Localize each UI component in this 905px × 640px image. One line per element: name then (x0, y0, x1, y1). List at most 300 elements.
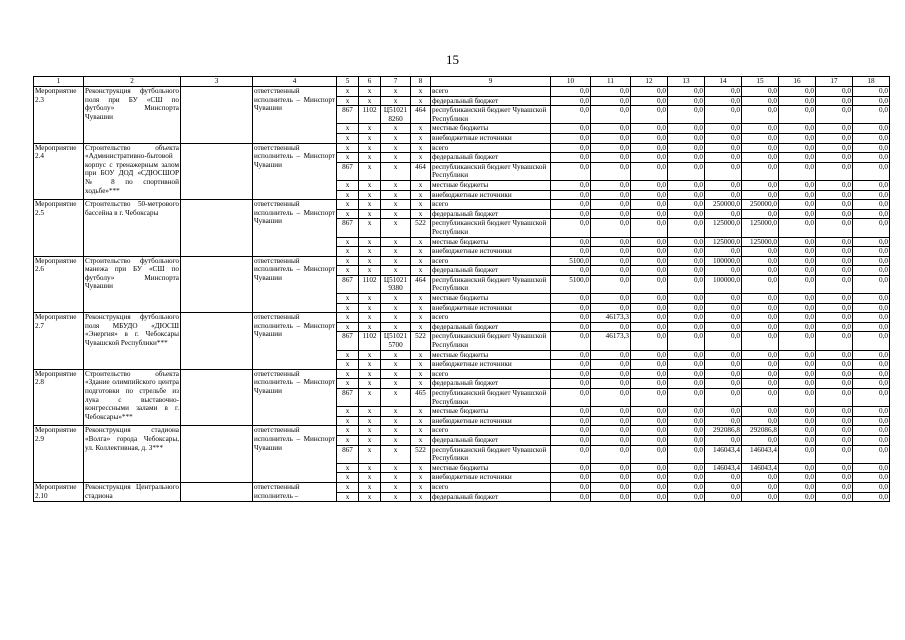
empty-cell (181, 256, 253, 313)
measure-description: Строительство 50-метрового бассейна в г. Чебоксары (84, 200, 181, 257)
responsible-executor: ответственный исполнитель – Минспорт Чувашии (253, 426, 337, 483)
code-cell: x (381, 209, 411, 219)
code-cell: x (337, 379, 359, 389)
amount-cell: 0,0 (631, 200, 668, 210)
code-cell: 867 (337, 445, 359, 463)
amount-cell: 0,0 (816, 133, 853, 143)
amount-cell: 0,0 (816, 162, 853, 180)
amount-cell: 0,0 (551, 389, 591, 407)
empty-cell (181, 369, 253, 426)
amount-cell: 0,0 (816, 96, 853, 106)
measure-description: Реконструкция футбольного поля МБУДО «ДЮСШ «Энергия» в г. Чебоксары Чувашской Республики*** (84, 313, 181, 370)
amount-cell: 0,0 (668, 350, 705, 360)
amount-cell: 0,0 (551, 313, 591, 323)
amount-cell: 0,0 (591, 87, 631, 97)
code-cell: x (337, 96, 359, 106)
code-cell: x (337, 360, 359, 370)
amount-cell: 0,0 (591, 266, 631, 276)
amount-cell: 0,0 (668, 247, 705, 257)
amount-cell: 0,0 (816, 294, 853, 304)
amount-cell: 0,0 (853, 247, 890, 257)
amount-cell: 0,0 (631, 473, 668, 483)
funding-source: внебюджетные источники (431, 190, 551, 200)
amount-cell: 0,0 (591, 379, 631, 389)
amount-cell: 0,0 (816, 143, 853, 153)
amount-cell: 0,0 (551, 360, 591, 370)
amount-cell: 0,0 (705, 322, 742, 332)
column-number: 4 (253, 77, 337, 87)
amount-cell: 0,0 (779, 190, 816, 200)
funding-source: всего (431, 256, 551, 266)
amount-cell: 0,0 (668, 303, 705, 313)
amount-cell: 0,0 (816, 87, 853, 97)
amount-cell: 0,0 (705, 266, 742, 276)
code-cell: 522 (411, 445, 431, 463)
amount-cell: 0,0 (551, 153, 591, 163)
amount-cell: 0,0 (631, 219, 668, 237)
amount-cell: 0,0 (551, 445, 591, 463)
amount-cell: 0,0 (742, 303, 779, 313)
code-cell: 867 (337, 332, 359, 350)
amount-cell: 0,0 (742, 350, 779, 360)
amount-cell: 0,0 (779, 350, 816, 360)
amount-cell: 0,0 (631, 294, 668, 304)
amount-cell: 0,0 (853, 445, 890, 463)
code-cell: x (411, 322, 431, 332)
measure-description: Реконструкция футбольного поля при БУ «СШ по футболу» Минспорта Чувашии (84, 87, 181, 144)
amount-cell: 0,0 (742, 190, 779, 200)
amount-cell: 0,0 (551, 237, 591, 247)
code-cell: x (359, 124, 381, 134)
code-cell: x (359, 162, 381, 180)
amount-cell: 0,0 (779, 322, 816, 332)
code-cell: x (381, 369, 411, 379)
amount-cell: 0,0 (551, 133, 591, 143)
amount-cell: 0,0 (742, 143, 779, 153)
code-cell: x (411, 87, 431, 97)
amount-cell: 0,0 (853, 294, 890, 304)
amount-cell: 0,0 (742, 313, 779, 323)
measure-name: Мероприятие 2.9 (34, 426, 84, 483)
amount-cell: 0,0 (816, 247, 853, 257)
code-cell: x (411, 435, 431, 445)
amount-cell: 0,0 (779, 332, 816, 350)
code-cell: x (359, 322, 381, 332)
code-cell: x (337, 303, 359, 313)
amount-cell: 0,0 (853, 200, 890, 210)
amount-cell: 0,0 (779, 445, 816, 463)
amount-cell: 0,0 (631, 360, 668, 370)
code-cell: x (411, 237, 431, 247)
amount-cell: 0,0 (816, 266, 853, 276)
code-cell: x (359, 482, 381, 492)
column-number: 14 (705, 77, 742, 87)
amount-cell: 0,0 (551, 162, 591, 180)
amount-cell: 0,0 (551, 124, 591, 134)
amount-cell: 0,0 (591, 426, 631, 436)
amount-cell: 0,0 (631, 482, 668, 492)
amount-cell: 0,0 (631, 332, 668, 350)
amount-cell: 0,0 (551, 322, 591, 332)
funding-source: федеральный бюджет (431, 153, 551, 163)
amount-cell: 0,0 (742, 322, 779, 332)
amount-cell: 0,0 (705, 209, 742, 219)
amount-cell: 0,0 (591, 237, 631, 247)
amount-cell: 0,0 (742, 106, 779, 124)
code-cell: Ц51021 5700 (381, 332, 411, 350)
amount-cell: 0,0 (742, 124, 779, 134)
amount-cell: 0,0 (631, 379, 668, 389)
responsible-executor: ответственный исполнитель – Минспорт Чувашии (253, 313, 337, 370)
code-cell: x (337, 416, 359, 426)
amount-cell: 0,0 (779, 219, 816, 237)
column-number: 16 (779, 77, 816, 87)
amount-cell: 0,0 (551, 350, 591, 360)
column-number: 13 (668, 77, 705, 87)
amount-cell: 0,0 (705, 96, 742, 106)
amount-cell: 0,0 (742, 294, 779, 304)
table-row (34, 87, 890, 97)
code-cell: x (337, 133, 359, 143)
amount-cell: 0,0 (816, 482, 853, 492)
funding-source: внебюджетные источники (431, 133, 551, 143)
amount-cell: 0,0 (631, 369, 668, 379)
amount-cell: 0,0 (705, 350, 742, 360)
code-cell: x (359, 389, 381, 407)
amount-cell: 0,0 (742, 407, 779, 417)
amount-cell: 0,0 (853, 162, 890, 180)
amount-cell: 0,0 (591, 219, 631, 237)
table-row (34, 369, 890, 379)
amount-cell: 0,0 (779, 473, 816, 483)
amount-cell: 5100,0 (551, 275, 591, 293)
amount-cell: 0,0 (742, 162, 779, 180)
code-cell: x (411, 482, 431, 492)
amount-cell: 0,0 (705, 332, 742, 350)
amount-cell: 125000,0 (705, 219, 742, 237)
column-number: 6 (359, 77, 381, 87)
funding-source: местные бюджеты (431, 463, 551, 473)
funding-source: внебюджетные источники (431, 416, 551, 426)
amount-cell: 0,0 (591, 96, 631, 106)
amount-cell: 0,0 (816, 124, 853, 134)
funding-source: федеральный бюджет (431, 266, 551, 276)
amount-cell: 0,0 (631, 322, 668, 332)
amount-cell: 0,0 (668, 87, 705, 97)
amount-cell: 0,0 (668, 153, 705, 163)
funding-source: федеральный бюджет (431, 96, 551, 106)
amount-cell: 0,0 (551, 416, 591, 426)
code-cell: x (359, 256, 381, 266)
responsible-executor: ответственный исполнитель – (253, 482, 337, 501)
amount-cell: 0,0 (668, 407, 705, 417)
amount-cell: 100000,0 (705, 256, 742, 266)
amount-cell: 0,0 (591, 492, 631, 502)
code-cell: 464 (411, 162, 431, 180)
funding-source: местные бюджеты (431, 407, 551, 417)
code-cell: x (381, 350, 411, 360)
amount-cell: 0,0 (668, 416, 705, 426)
amount-cell: 46173,3 (591, 313, 631, 323)
empty-cell (181, 200, 253, 257)
amount-cell: 0,0 (705, 303, 742, 313)
code-cell: 464 (411, 106, 431, 124)
amount-cell: 0,0 (591, 200, 631, 210)
code-cell: x (337, 143, 359, 153)
code-cell: 867 (337, 219, 359, 237)
code-cell: 867 (337, 162, 359, 180)
amount-cell: 250000,0 (742, 200, 779, 210)
code-cell: x (359, 303, 381, 313)
amount-cell: 0,0 (816, 350, 853, 360)
amount-cell: 292086,8 (742, 426, 779, 436)
measure-name: Мероприятие 2.8 (34, 369, 84, 426)
amount-cell: 0,0 (779, 389, 816, 407)
amount-cell: 0,0 (631, 106, 668, 124)
amount-cell: 0,0 (853, 219, 890, 237)
responsible-executor: ответственный исполнитель – Минспорт Чувашии (253, 369, 337, 426)
amount-cell: 0,0 (591, 247, 631, 257)
amount-cell: 0,0 (853, 407, 890, 417)
code-cell: x (411, 313, 431, 323)
amount-cell: 0,0 (853, 87, 890, 97)
amount-cell: 0,0 (705, 124, 742, 134)
amount-cell: 0,0 (779, 416, 816, 426)
code-cell: x (359, 445, 381, 463)
amount-cell: 0,0 (816, 445, 853, 463)
code-cell: x (381, 482, 411, 492)
amount-cell: 0,0 (631, 266, 668, 276)
amount-cell: 0,0 (631, 463, 668, 473)
responsible-executor: ответственный исполнитель – Минспорт Чувашии (253, 87, 337, 144)
code-cell: 464 (411, 275, 431, 293)
amount-cell: 0,0 (705, 435, 742, 445)
amount-cell: 0,0 (668, 322, 705, 332)
amount-cell: 0,0 (779, 463, 816, 473)
amount-cell: 0,0 (591, 416, 631, 426)
amount-cell: 0,0 (551, 209, 591, 219)
code-cell: x (359, 294, 381, 304)
code-cell: x (359, 96, 381, 106)
code-cell: x (381, 96, 411, 106)
code-cell: x (381, 143, 411, 153)
code-cell: x (411, 180, 431, 190)
amount-cell: 0,0 (742, 247, 779, 257)
code-cell: x (411, 473, 431, 483)
amount-cell: 0,0 (779, 200, 816, 210)
code-cell: x (337, 256, 359, 266)
funding-source: всего (431, 87, 551, 97)
code-cell: x (381, 153, 411, 163)
amount-cell: 0,0 (668, 463, 705, 473)
amount-cell: 0,0 (779, 209, 816, 219)
amount-cell: 0,0 (779, 313, 816, 323)
amount-cell: 0,0 (779, 294, 816, 304)
responsible-executor: ответственный исполнитель – Минспорт Чувашии (253, 256, 337, 313)
amount-cell: 0,0 (631, 435, 668, 445)
amount-cell: 0,0 (631, 180, 668, 190)
amount-cell: 0,0 (853, 492, 890, 502)
empty-cell (181, 87, 253, 144)
amount-cell: 0,0 (853, 322, 890, 332)
amount-cell: 0,0 (551, 379, 591, 389)
table-row (34, 256, 890, 266)
code-cell: x (359, 237, 381, 247)
amount-cell: 0,0 (551, 463, 591, 473)
funding-source: федеральный бюджет (431, 435, 551, 445)
funding-source: республиканский бюджет Чувашской Республики (431, 106, 551, 124)
amount-cell: 0,0 (742, 209, 779, 219)
amount-cell: 0,0 (816, 153, 853, 163)
amount-cell: 0,0 (591, 482, 631, 492)
amount-cell: 0,0 (816, 473, 853, 483)
code-cell: x (359, 379, 381, 389)
code-cell: x (411, 360, 431, 370)
amount-cell: 0,0 (779, 275, 816, 293)
responsible-executor: ответственный исполнитель – Минспорт Чувашии (253, 143, 337, 200)
amount-cell: 0,0 (668, 106, 705, 124)
amount-cell: 0,0 (591, 143, 631, 153)
amount-cell: 125000,0 (742, 219, 779, 237)
amount-cell: 0,0 (816, 313, 853, 323)
amount-cell: 0,0 (779, 106, 816, 124)
amount-cell: 0,0 (779, 407, 816, 417)
code-cell: x (411, 256, 431, 266)
code-cell: x (381, 360, 411, 370)
code-cell: x (337, 350, 359, 360)
code-cell: x (381, 87, 411, 97)
measure-description: Реконструкция Центрального стадиона (84, 482, 181, 501)
amount-cell: 0,0 (705, 416, 742, 426)
code-cell: x (359, 473, 381, 483)
measure-description: Строительство футбольного манежа при БУ «СШ по футболу» Минспорта Чувашии (84, 256, 181, 313)
code-cell: x (411, 190, 431, 200)
amount-cell: 0,0 (631, 303, 668, 313)
amount-cell: 0,0 (668, 369, 705, 379)
amount-cell: 0,0 (853, 124, 890, 134)
amount-cell: 0,0 (591, 473, 631, 483)
amount-cell: 0,0 (631, 445, 668, 463)
amount-cell: 0,0 (705, 133, 742, 143)
amount-cell: 0,0 (551, 247, 591, 257)
amount-cell: 0,0 (705, 153, 742, 163)
code-cell: x (381, 322, 411, 332)
amount-cell: 46173,3 (591, 332, 631, 350)
code-cell: x (411, 426, 431, 436)
amount-cell: 0,0 (853, 180, 890, 190)
measure-name: Мероприятие 2.10 (34, 482, 84, 501)
amount-cell: 0,0 (668, 96, 705, 106)
funding-source: всего (431, 482, 551, 492)
code-cell: x (359, 143, 381, 153)
amount-cell: 0,0 (668, 426, 705, 436)
code-cell: x (337, 153, 359, 163)
funding-source: всего (431, 426, 551, 436)
measure-name: Мероприятие 2.6 (34, 256, 84, 313)
code-cell: x (381, 180, 411, 190)
funding-source: внебюджетные источники (431, 473, 551, 483)
amount-cell: 0,0 (742, 332, 779, 350)
amount-cell: 0,0 (551, 96, 591, 106)
amount-cell: 0,0 (591, 389, 631, 407)
amount-cell: 0,0 (591, 275, 631, 293)
code-cell: x (359, 350, 381, 360)
code-cell: x (411, 133, 431, 143)
amount-cell: 0,0 (705, 473, 742, 483)
amount-cell: 0,0 (668, 482, 705, 492)
amount-cell: 0,0 (742, 275, 779, 293)
code-cell: x (411, 266, 431, 276)
amount-cell: 0,0 (591, 153, 631, 163)
responsible-executor: ответственный исполнитель – Минспорт Чувашии (253, 200, 337, 257)
amount-cell: 0,0 (853, 190, 890, 200)
amount-cell: 0,0 (705, 492, 742, 502)
amount-cell: 0,0 (816, 379, 853, 389)
amount-cell: 146043,4 (705, 463, 742, 473)
code-cell: x (337, 87, 359, 97)
funding-source: внебюджетные источники (431, 303, 551, 313)
code-cell: x (381, 426, 411, 436)
amount-cell: 0,0 (668, 200, 705, 210)
code-cell: x (359, 266, 381, 276)
amount-cell: 0,0 (551, 180, 591, 190)
amount-cell: 0,0 (779, 379, 816, 389)
code-cell: x (411, 153, 431, 163)
amount-cell: 0,0 (816, 219, 853, 237)
amount-cell: 0,0 (853, 96, 890, 106)
amount-cell: 0,0 (705, 247, 742, 257)
measure-description: Строительство объекта «Здание олимпийского центра подготовки по стрельбе из лука с выставочно-конгрессными залами в г. Чебоксары»*** (84, 369, 181, 426)
code-cell: x (359, 180, 381, 190)
funding-source: республиканский бюджет Чувашской Республики (431, 162, 551, 180)
code-cell: 867 (337, 275, 359, 293)
funding-source: местные бюджеты (431, 237, 551, 247)
code-cell: x (359, 219, 381, 237)
code-cell: x (411, 143, 431, 153)
code-cell: x (359, 247, 381, 257)
amount-cell: 0,0 (853, 482, 890, 492)
amount-cell: 0,0 (816, 369, 853, 379)
code-cell: x (337, 237, 359, 247)
code-cell: x (359, 360, 381, 370)
amount-cell: 0,0 (779, 266, 816, 276)
column-number: 10 (551, 77, 591, 87)
amount-cell: 0,0 (742, 133, 779, 143)
funding-source: федеральный бюджет (431, 209, 551, 219)
code-cell: x (381, 407, 411, 417)
empty-cell (181, 426, 253, 483)
amount-cell: 0,0 (631, 247, 668, 257)
amount-cell: 250000,0 (705, 200, 742, 210)
code-cell: x (359, 426, 381, 436)
column-number: 15 (742, 77, 779, 87)
amount-cell: 0,0 (742, 435, 779, 445)
amount-cell: 125000,0 (742, 237, 779, 247)
code-cell: x (381, 416, 411, 426)
amount-cell: 5100,0 (551, 256, 591, 266)
code-cell: x (359, 133, 381, 143)
amount-cell: 0,0 (816, 190, 853, 200)
amount-cell: 0,0 (668, 294, 705, 304)
amount-cell: 0,0 (591, 463, 631, 473)
amount-cell: 0,0 (779, 143, 816, 153)
amount-cell: 0,0 (551, 219, 591, 237)
measure-name: Мероприятие 2.3 (34, 87, 84, 144)
amount-cell: 0,0 (668, 379, 705, 389)
amount-cell: 0,0 (742, 180, 779, 190)
amount-cell: 0,0 (853, 473, 890, 483)
code-cell: x (359, 190, 381, 200)
